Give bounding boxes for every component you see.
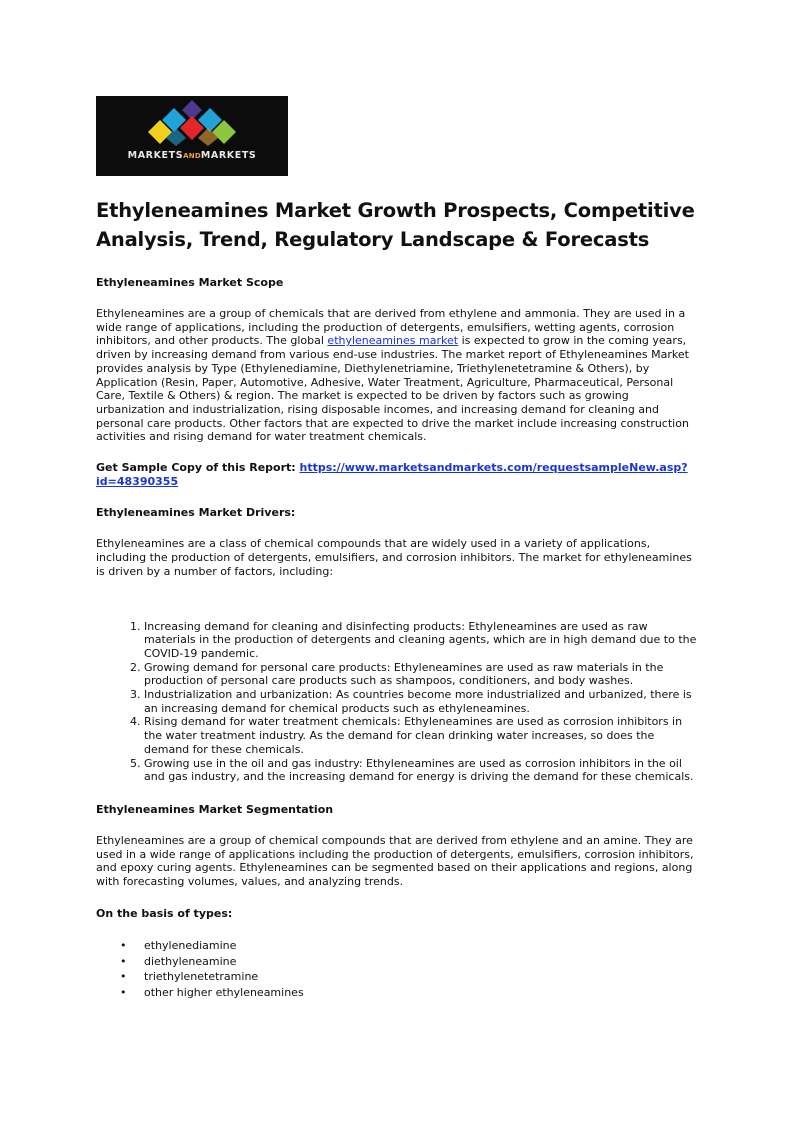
logo-wordmark: MARKETSANDMARKETS bbox=[127, 150, 257, 161]
scope-heading: Ethyleneamines Market Scope bbox=[96, 276, 284, 289]
ethyleneamines-market-link[interactable]: ethyleneamines market bbox=[327, 334, 459, 348]
types-list bbox=[96, 938, 698, 1001]
list-item: • diethyleneamine bbox=[120, 954, 237, 968]
list-item: 4. Rising demand for water treatment chemicals: Ethyleneamines are used as corrosion inhibitors in the water treatment industry. As the demand for clean drinking water increases, so does the demand for these chemicals. bbox=[144, 715, 698, 756]
drivers-list bbox=[96, 620, 698, 784]
list-item: 5. Growing use in the oil and gas industry: Ethyleneamines are used as corrosion inhibitors in the oil and gas industry, and the increasing demand for energy is driving the demand for these chemicals. bbox=[144, 757, 698, 784]
scope-paragraph: Ethyleneamines are a group of chemicals that are derived from ethylene and ammonia. They are used in a wide range of applications, including the production of detergents, emulsifiers, wetting agents, corrosion inhibitors, and other products. The global ethyleneamines market is expected to grow in the coming years, driven by increasing demand from various end-use industries. The market report of Ethyleneamines Market provides analysis by Type (Ethylenediamine, Diethylenetriamine, Triethylenetetramine & Others), by Application (Resin, Paper, Automotive, Adhesive, Water Treatment, Agriculture, Pharmaceutical, Personal Care, Textile & Others) & region. The market is expected to be driven by factors such as growing urbanization and industrialization, rising disposable incomes, and increasing demand for cleaning and personal care products. Other factors that are expected to drive the market include increasing construction activities and rising demand for water treatment chemicals. bbox=[96, 307, 689, 444]
sample-request-link[interactable]: https://www.marketsandmarkets.com/requestsampleNew.asp?id=48390355 bbox=[96, 461, 688, 488]
logo-diamonds-icon bbox=[96, 96, 288, 176]
bullet-icon: • bbox=[120, 954, 127, 968]
segmentation-heading: Ethyleneamines Market Segmentation bbox=[96, 802, 334, 816]
marketsandmarkets-logo bbox=[96, 96, 288, 176]
bullet-icon: • bbox=[120, 985, 127, 999]
bullet-icon: • bbox=[120, 938, 127, 952]
types-heading: On the basis of types: bbox=[96, 906, 233, 920]
list-item: 3. Industrialization and urbanization: As countries become more industrialized and urbanized, there is an increasing demand for chemical products such as ethyleneamines. bbox=[144, 688, 698, 715]
sample-copy-line: Get Sample Copy of this Report: https://www.marketsandmarkets.com/requestsampleNew.asp?id=48390355 bbox=[96, 461, 688, 488]
list-item: • triethylenetetramine bbox=[120, 970, 259, 984]
list-item: • ethylenediamine bbox=[120, 938, 237, 952]
list-item: 1. Increasing demand for cleaning and disinfecting products: Ethyleneamines are used as raw materials in the production of detergents and cleaning agents, which are in high demand due to the COVID-19 pandemic. bbox=[144, 620, 698, 661]
bullet-icon: • bbox=[120, 970, 127, 984]
segmentation-paragraph: Ethyleneamines are a group of chemical compounds that are derived from ethylene and an amine. They are used in a wide range of applications including the production of detergents, emulsifiers, corrosion inhibitors, and epoxy curing agents. Ethyleneamines can be segmented based on their applications and regions, along with forecasting volumes, values, and analyzing trends. bbox=[96, 833, 694, 889]
page-title: Ethyleneamines Market Growth Prospects, Competitive Analysis, Trend, Regulatory Landscape & Forecasts bbox=[96, 199, 695, 251]
drivers-heading: Ethyleneamines Market Drivers: bbox=[96, 506, 296, 520]
drivers-intro: Ethyleneamines are a class of chemical compounds that are widely used in a variety of applications, including the production of detergents, emulsifiers, and corrosion inhibitors. The market for ethyleneamines is driven by a number of factors, including: bbox=[96, 537, 692, 578]
list-item: 2. Growing demand for personal care products: Ethyleneamines are used as raw materials in the production of personal care products such as shampoos, conditioners, and body washes. bbox=[144, 661, 698, 688]
list-item: • other higher ethyleneamines bbox=[120, 985, 304, 999]
document-page bbox=[96, 96, 698, 1001]
